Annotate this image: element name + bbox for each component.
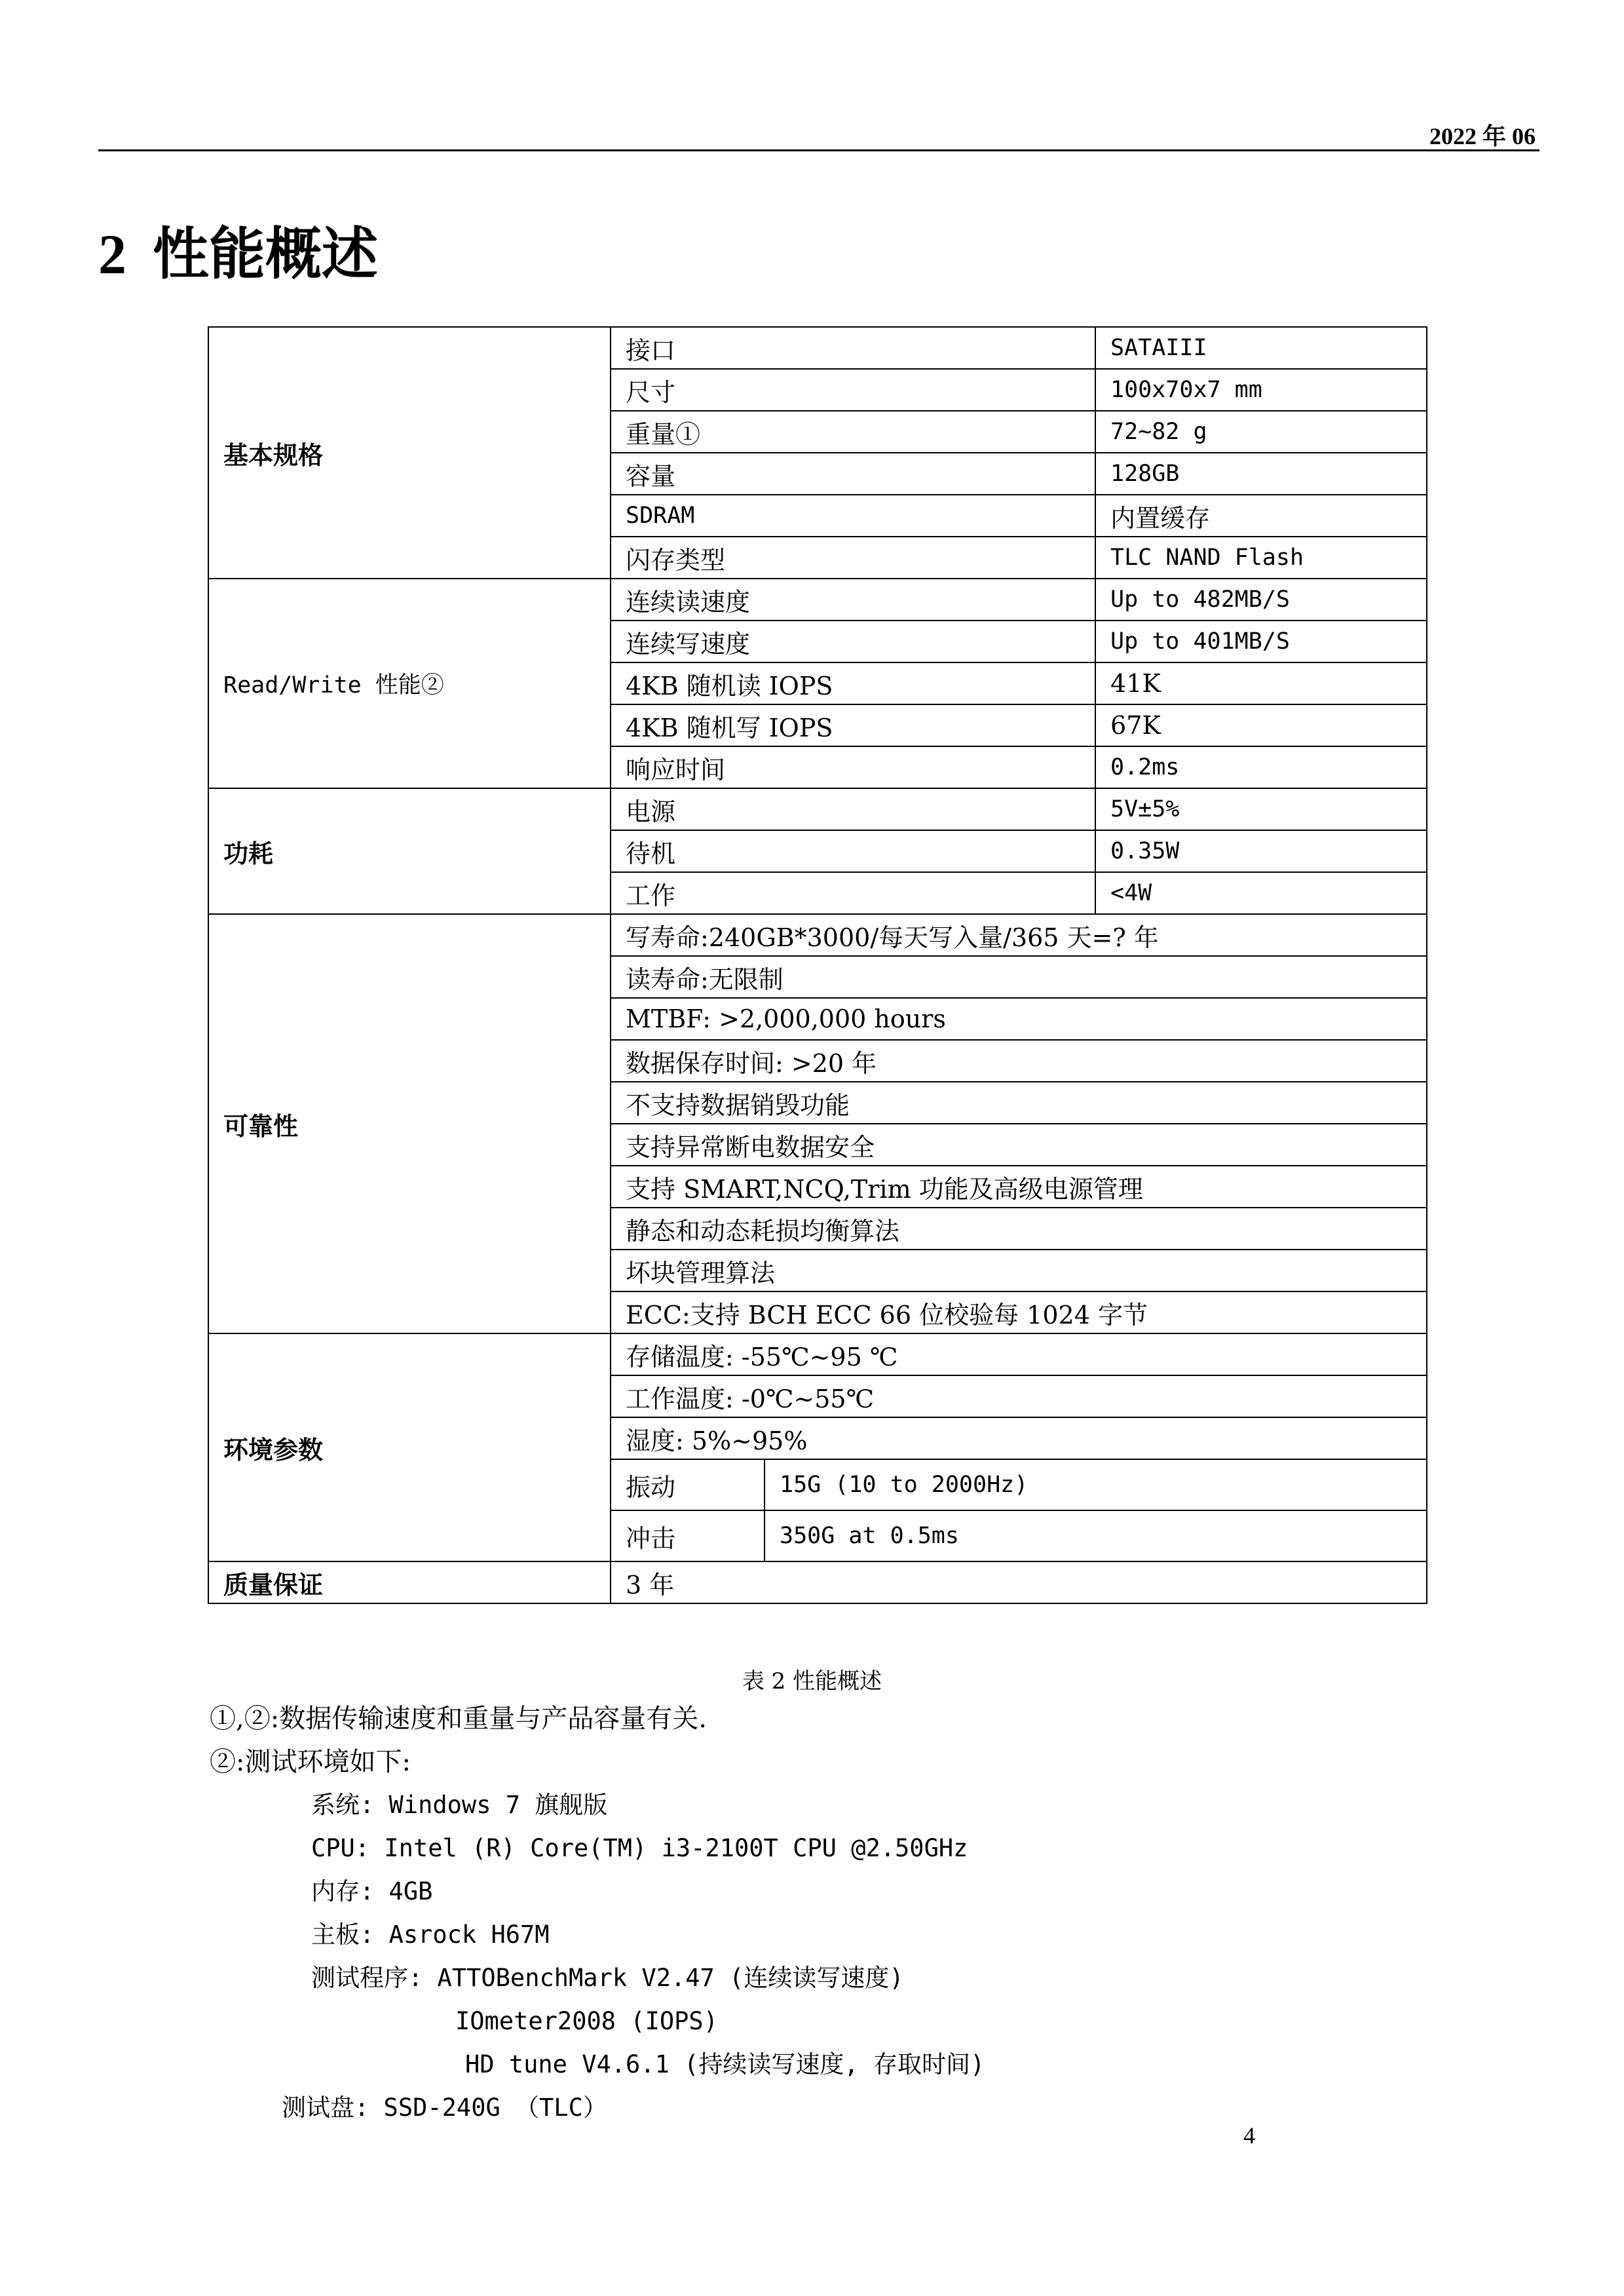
notes [210, 1697, 985, 2130]
category-power: 功耗 [208, 788, 611, 914]
spec-text: ECC:支持 BCH ECC 66 位校验每 1024 字节 [611, 1292, 1427, 1333]
header-rule [98, 149, 1539, 151]
spec-value: 72~82 g [1095, 411, 1427, 453]
spec-label: 接口 [611, 327, 1095, 369]
spec-label: 工作 [611, 872, 1095, 914]
spec-label: 冲击 [611, 1510, 765, 1561]
spec-text: 支持 SMART,NCQ,Trim 功能及高级电源管理 [611, 1166, 1427, 1208]
category-reliability: 可靠性 [208, 914, 611, 1333]
spec-value: 0.2ms [1095, 746, 1427, 788]
spec-value: 100x70x7 mm [1095, 369, 1427, 411]
spec-text: MTBF: >2,000,000 hours [611, 998, 1427, 1040]
page-number: 4 [1243, 2122, 1255, 2149]
spec-text: 存储温度: -55℃~95 ℃ [611, 1333, 1427, 1375]
spec-value: Up to 482MB/S [1095, 579, 1427, 621]
spec-text: 3 年 [611, 1561, 1427, 1603]
env-memory: 内存: 4GB [311, 1877, 433, 1905]
spec-value: 内置缓存 [1095, 495, 1427, 537]
section-number: 2 [98, 223, 126, 286]
category-basic: 基本规格 [208, 327, 611, 579]
spec-value: 5V±5% [1095, 788, 1427, 830]
spec-value: 350G at 0.5ms [765, 1510, 1427, 1561]
spec-label: 4KB 随机读 IOPS [611, 662, 1095, 704]
env-disk: 测试盘: SSD-240G （TLC） [282, 2094, 607, 2122]
table-row [208, 788, 1427, 830]
env-program-hdtune: HD tune V4.6.1 (持续读写速度, 存取时间) [465, 2050, 985, 2078]
env-cpu: CPU: Intel (R) Core(TM) i3-2100T CPU @2.50GHz [311, 1834, 968, 1862]
spec-label: 容量 [611, 453, 1095, 495]
category-environment: 环境参数 [208, 1333, 611, 1561]
spec-text: 工作温度: -0℃~55℃ [611, 1375, 1427, 1417]
spec-value: <4W [1095, 872, 1427, 914]
table-row [208, 327, 1427, 369]
spec-value: 128GB [1095, 453, 1427, 495]
spec-value: 67K [1095, 704, 1427, 746]
spec-label: 振动 [611, 1459, 765, 1510]
spec-label: 响应时间 [611, 746, 1095, 788]
spec-label: 待机 [611, 830, 1095, 872]
header-date: 2022 年 06 [1429, 123, 1536, 149]
spec-value: 41K [1095, 662, 1427, 704]
spec-text: 支持异常断电数据安全 [611, 1124, 1427, 1166]
spec-label: 闪存类型 [611, 537, 1095, 579]
spec-label: 连续写速度 [611, 621, 1095, 662]
spec-text: 读寿命:无限制 [611, 956, 1427, 998]
env-board: 主板: Asrock H67M [311, 1921, 550, 1949]
env-program-iometer: IOmeter2008 (IOPS) [455, 2007, 718, 2035]
spec-value: 0.35W [1095, 830, 1427, 872]
spec-text: 写寿命:240GB*3000/每天写入量/365 天=? 年 [611, 914, 1427, 956]
spec-value: SATAIII [1095, 327, 1427, 369]
note-1: ①,②:数据传输速度和重量与产品容量有关. [210, 1704, 707, 1734]
spec-label: 重量① [611, 411, 1095, 453]
spec-label: 连续读速度 [611, 579, 1095, 621]
section-title [98, 208, 378, 290]
env-system: 系统: Windows 7 旗舰版 [311, 1791, 608, 1819]
spec-label: 电源 [611, 788, 1095, 830]
spec-label: SDRAM [611, 495, 1095, 537]
category-warranty: 质量保证 [208, 1561, 611, 1603]
section-title-text: 性能概述 [153, 221, 378, 287]
spec-label: 4KB 随机写 IOPS [611, 704, 1095, 746]
table-row [208, 1561, 1427, 1603]
spec-label: 尺寸 [611, 369, 1095, 411]
spec-value: 15G (10 to 2000Hz) [765, 1459, 1427, 1510]
spec-value: TLC NAND Flash [1095, 537, 1427, 579]
spec-text: 静态和动态耗损均衡算法 [611, 1208, 1427, 1250]
spec-value: Up to 401MB/S [1095, 621, 1427, 662]
spec-text: 坏块管理算法 [611, 1250, 1427, 1292]
spec-text: 数据保存时间: >20 年 [611, 1040, 1427, 1082]
note-2: ②:测试环境如下: [210, 1747, 411, 1777]
table-row [208, 914, 1427, 956]
env-program: 测试程序: ATTOBenchMark V2.47 (连续读写速度) [311, 1964, 904, 1992]
performance-table [208, 326, 1427, 1604]
table-row [208, 579, 1427, 621]
table-row [208, 1333, 1427, 1375]
category-rw: Read/Write 性能② [208, 579, 611, 788]
spec-text: 湿度: 5%~95% [611, 1417, 1427, 1459]
table-caption: 表 2 性能概述 [742, 1668, 882, 1694]
spec-text: 不支持数据销毁功能 [611, 1082, 1427, 1124]
